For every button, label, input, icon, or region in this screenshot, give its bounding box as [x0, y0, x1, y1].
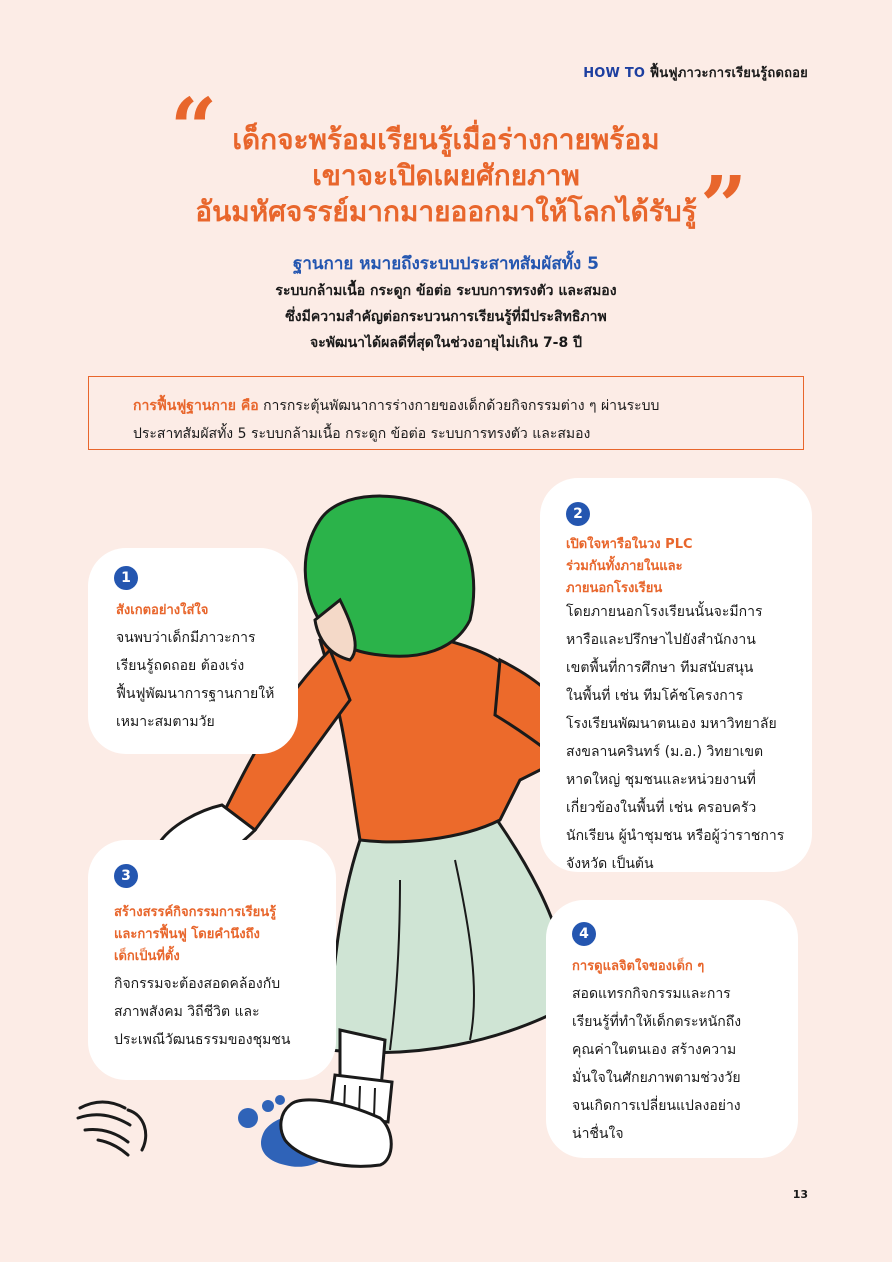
- description-line-2: ซึ่งมีความสำคัญต่อกระบวนการเรียนรู้ที่มีประสิทธิภาพ: [285, 309, 607, 325]
- definition-line-2: ประสาทสัมผัสทั้ง 5 ระบบกล้ามเนื้อ กระดูก ข้อต่อ ระบบการทรงตัว และสมอง: [133, 426, 591, 442]
- card-2-body-line: โดยภายนอกโรงเรียนนั้นจะมีการ: [566, 604, 763, 620]
- skirt-shape: [330, 810, 565, 1053]
- card-2-body: [566, 598, 784, 878]
- card-4-body-line: จนเกิดการเปลี่ยนแปลงอย่าง: [572, 1098, 741, 1114]
- description-line-1: ระบบกล้ามเนื้อ กระดูก ข้อต่อ ระบบการทรงตัว และสมอง: [275, 283, 617, 299]
- definition-term: การฟื้นฟูฐานกาย คือ: [133, 398, 259, 414]
- description-line-3: จะพัฒนาได้ผลดีที่สุดในช่วงอายุไม่เกิน 7-8 ปี: [309, 335, 582, 351]
- card-1-body-line: เรียนรู้ถดถอย ต้องเร่ง: [116, 658, 245, 674]
- card-2-body-line: หาดใหญ่ ชุมชนและหน่วยงานที่: [566, 772, 756, 788]
- card-1-title-line: สังเกตอย่างใส่ใจ: [116, 603, 209, 618]
- card-2-body-line: โรงเรียนพัฒนาตนเอง มหาวิทยาลัย: [566, 716, 777, 732]
- quote-line-1: เด็กจะพร้อมเรียนรู้เมื่อร่างกายพร้อม: [232, 123, 660, 156]
- card-1-body-line: จนพบว่าเด็กมีภาวะการ: [116, 630, 256, 646]
- card-4-body-line: คุณค่าในตนเอง สร้างความ: [572, 1042, 737, 1058]
- card-4-body: [572, 980, 741, 1148]
- sweater-shape: [320, 632, 560, 842]
- page-number: 13: [792, 1188, 808, 1201]
- card-4-body-line: เรียนรู้ที่ทำให้เด็กตระหนักถึง: [572, 1014, 742, 1030]
- quote-line-2: เขาจะเปิดเผยศักยภาพ: [312, 159, 580, 192]
- quote-line-3: อันมหัศจรรย์มากมายออกมาให้โลกได้รับรู้: [195, 195, 697, 228]
- card-2-body-line: จังหวัด เป็นต้น: [566, 856, 654, 872]
- card-3-title-line: สร้างสรรค์กิจกรรมการเรียนรู้: [114, 905, 277, 920]
- card-3-body-line: กิจกรรมจะต้องสอดคล้องกับ: [114, 976, 281, 992]
- card-2-title: [566, 534, 693, 600]
- card-3-number-badge: 3: [114, 864, 138, 888]
- card-1-body-line: เหมาะสมตามวัย: [116, 714, 215, 730]
- card-3: [88, 840, 336, 1080]
- card-2-body-line: เกี่ยวข้องในพื้นที่ เช่น ครอบครัว: [566, 800, 757, 816]
- card-3-title: [114, 902, 276, 968]
- card-4: [546, 900, 798, 1158]
- card-3-body: [114, 970, 290, 1054]
- card-4-body-line: สอดแทรกกิจกรรมและการ: [572, 986, 731, 1002]
- header-how-to: HOW TO: [583, 66, 646, 81]
- card-1-number-badge: 1: [114, 566, 138, 590]
- card-2-title-line: เปิดใจหารือในวง PLC: [566, 537, 693, 552]
- card-2-title-line: ร่วมกันทั้งภายในและ: [566, 559, 683, 574]
- definition-text-1: การกระตุ้นพัฒนาการร่างกายของเด็กด้วยกิจกรรมต่าง ๆ ผ่านระบบ: [263, 398, 660, 414]
- card-2-body-line: นักเรียน ผู้นำชุมชน หรือผู้ว่าราชการ: [566, 828, 785, 844]
- card-4-body-line: มั่นใจในศักยภาพตามช่วงวัย: [572, 1070, 741, 1086]
- card-2-title-line: ภายนอกโรงเรียน: [566, 581, 663, 596]
- close-quote-mark: ”: [700, 159, 748, 255]
- card-1-title: [116, 600, 208, 622]
- card-2-body-line: สงขลานครินทร์ (ม.อ.) วิทยาเขต: [566, 744, 764, 760]
- card-3-body-line: ประเพณีวัฒนธรรมของชุมชน: [114, 1032, 291, 1048]
- card-4-number-badge: 4: [572, 922, 596, 946]
- card-2-body-line: หารือและปรึกษาไปยังสำนักงาน: [566, 632, 756, 648]
- header-title: ฟื้นฟูภาวะการเรียนรู้ถดถอย: [649, 66, 808, 81]
- card-2-body-line: ในพื้นที่ เช่น ทีมโค้ชโครงการ: [566, 688, 744, 704]
- card-2-body-line: เขตพื้นที่การศึกษา ทีมสนับสนุน: [566, 660, 754, 676]
- card-3-title-line: เด็กเป็นที่ตั้ง: [114, 949, 180, 964]
- card-1-body: [116, 624, 274, 736]
- card-3-title-line: และการฟื้นฟู โดยคำนึงถึง: [114, 927, 260, 942]
- subtitle: ฐานกาย หมายถึงระบบประสาทสัมผัสทั้ง 5: [293, 254, 599, 274]
- card-3-body-line: สภาพสังคม วิถีชีวิต และ: [114, 1004, 260, 1020]
- card-4-title-line: การดูแลจิตใจของเด็ก ๆ: [572, 959, 705, 974]
- card-2: [540, 478, 812, 872]
- card-4-title: [572, 956, 704, 978]
- card-2-number-badge: 2: [566, 502, 590, 526]
- card-1-body-line: ฟื้นฟูพัฒนาการฐานกายให้: [116, 686, 275, 702]
- card-4-body-line: น่าชื่นใจ: [572, 1126, 624, 1142]
- card-1: [88, 548, 298, 754]
- open-quote-mark: “: [170, 81, 218, 177]
